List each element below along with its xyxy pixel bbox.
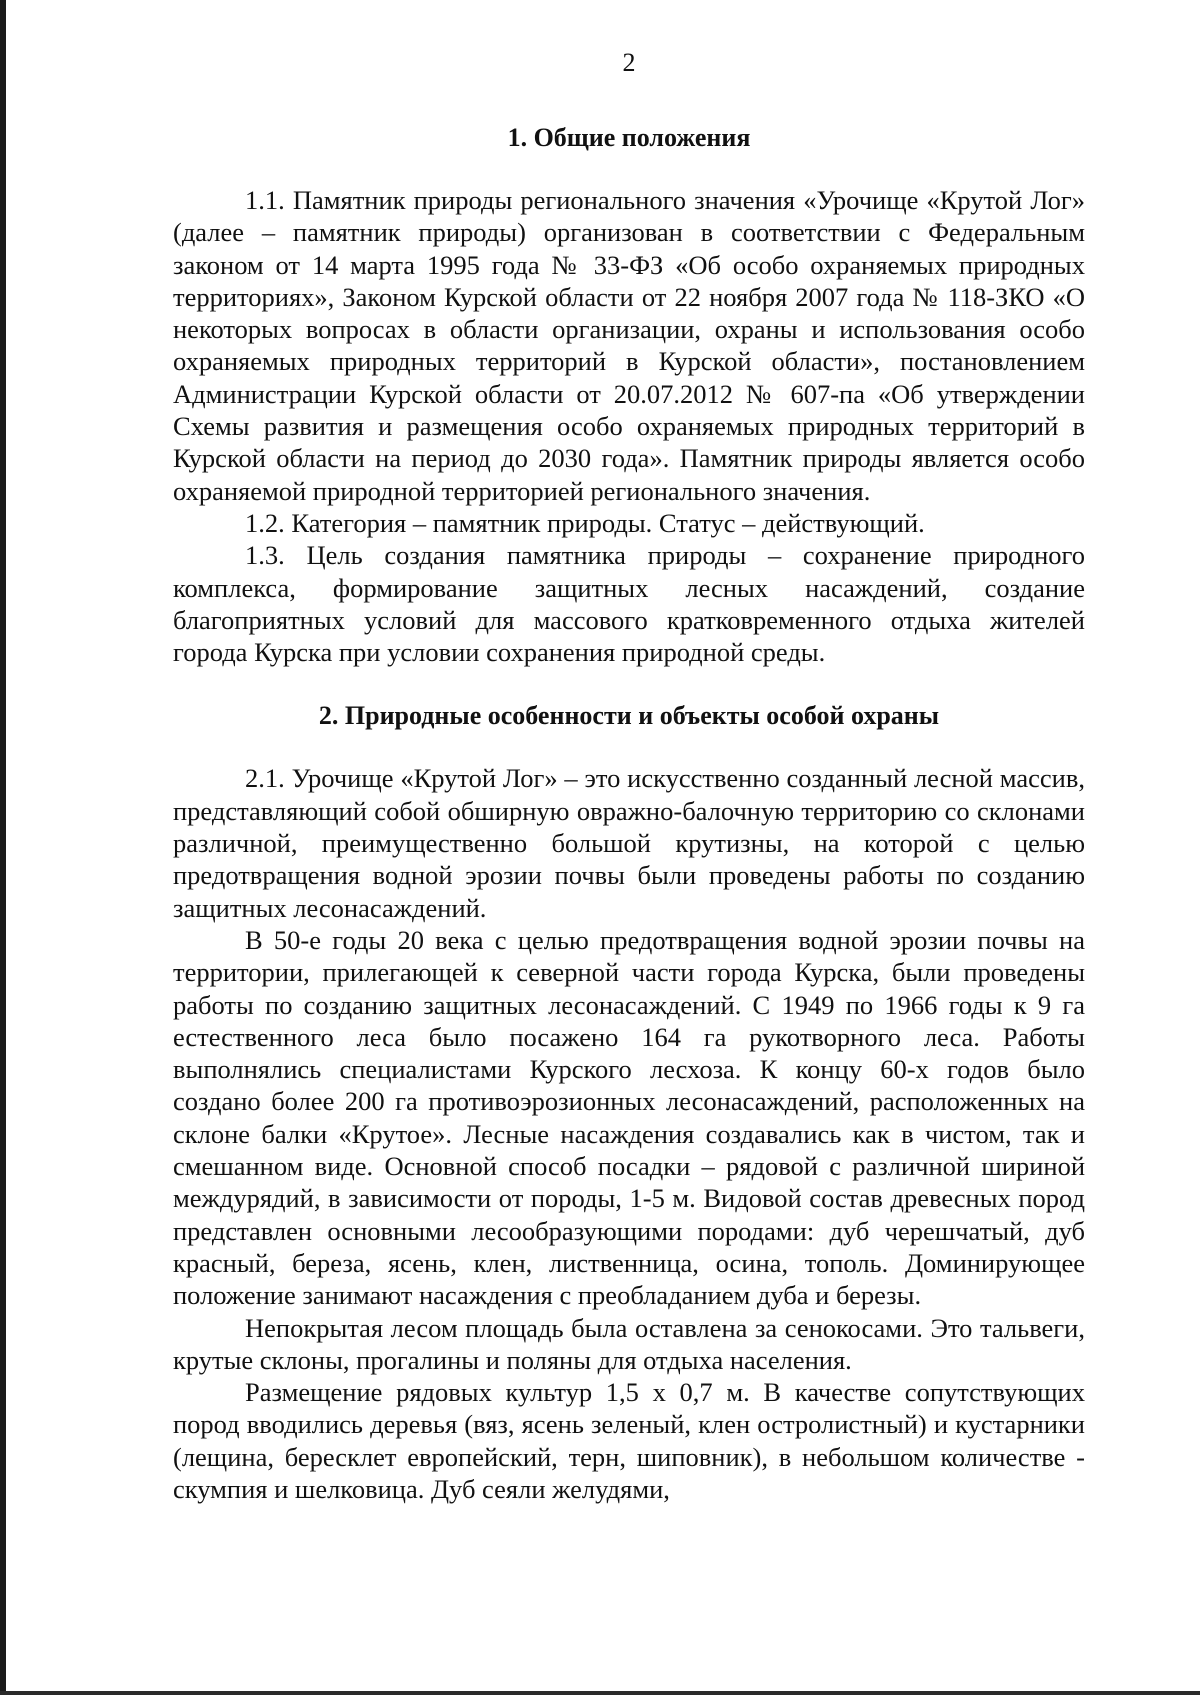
paragraph-unforested-area: Непокрытая лесом площадь была оставлена за сенокосами. Это тальвеги, крутые склоны, прогалины и поляны для отдыха населения. — [173, 1312, 1085, 1375]
page-number: 2 — [622, 48, 636, 77]
section-heading: 1. Общие положения — [507, 123, 751, 152]
section-natural-features — [173, 700, 1085, 1505]
document-page — [173, 48, 1085, 1505]
section-general-provisions — [173, 122, 1085, 668]
paragraph-1-2: 1.2. Категория – памятник природы. Статус – действующий. — [245, 507, 925, 538]
paragraph-1-3: 1.3. Цель создания памятника природы – сохранение природного комплекса, формирование защитных лесных насаждений, создание благоприятных условий для массового кратковременного отдыха жителей города Курска при условии сохранения природной среды. — [173, 540, 1085, 668]
scan-border-bottom — [0, 1691, 1200, 1695]
scan-border-left — [0, 0, 6, 1695]
paragraph-1-1: 1.1. Памятник природы регионального значения «Урочище «Крутой Лог» (далее – памятник природы) организован в соответствии с Федеральным законом от 14 марта 1995 года № 33-ФЗ «Об особо охраняемых природных территориях», Законом Курской области от 22 ноября 2007 года № 118-ЗКО «О некоторых вопросах в области организации, охраны и использования особо охраняемых природных территорий в Курской области», постановлением Администрации Курской области от 20.07.2012 № 607-па «Об утверждении Схемы развития и размещения особо охраняемых природных территорий в Курской области на период до 2030 года». Памятник природы является особо охраняемой природной территорией регионального значения. — [173, 185, 1085, 506]
paragraph-2-1: 2.1. Урочище «Крутой Лог» – это искусственно созданный лесной массив, представляющий собой обширную овражно-балочную территорию со склонами различной, преимущественно большой крутизны, на которой с целью предотвращения водной эрозии почвы были проведены работы по созданию защитных лесонасаждений. — [173, 763, 1085, 923]
section-heading: 2. Природные особенности и объекты особой охраны — [318, 701, 940, 731]
paragraph-planting-layout: Размещение рядовых культур 1,5 х 0,7 м. В качестве сопутствующих пород вводились деревья (вяз, ясень зеленый, клен остролистный) и кустарники (лещина, бересклет европейский, терн, шиповник), в небольшом количестве - скумпия и шелковица. Дуб сеяли желудями, — [173, 1377, 1085, 1504]
paragraph-history: В 50-е годы 20 века с целью предотвращения водной эрозии почвы на территории, прилегающей к северной части города Курска, были проведены работы по созданию защитных лесонасаждений. С 1949 по 1966 годы к 9 га естественного леса было посажено 164 га рукотворного леса. Работы выполнялись специалистами Курского лесхоза. К концу 60-х годов было создано более 200 га противоэрозионных лесонасаждений, расположенных на склоне балки «Крутое». Лесные насаждения создавались как в чистом, так и смешанном виде. Основной способ посадки – рядовой с различной шириной междурядий, в зависимости от породы, 1-5 м. Видовой состав древесных пород представлен основными лесообразующими породами: дуб черешчатый, дуб красный, береза, ясень, клен, лиственница, осина, тополь. Доминирующее положение занимают насаждения с преобладанием дуба и березы. — [173, 924, 1085, 1311]
